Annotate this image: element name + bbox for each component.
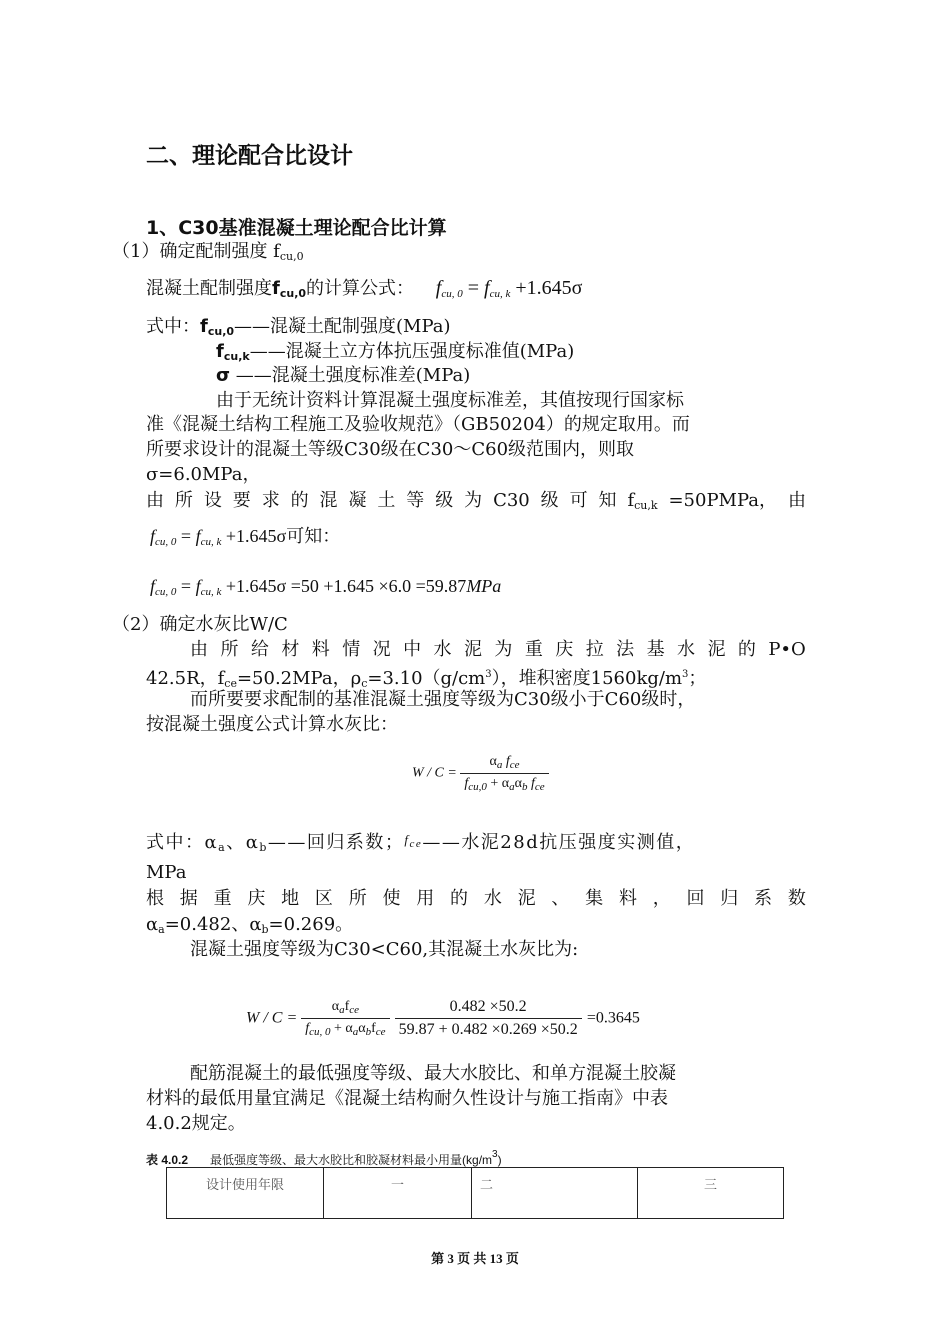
- where-line-4: [146, 828, 695, 860]
- para7-line-2: 材料的最低用量宜满足《混凝土结构耐久性设计与施工指南》中表: [146, 1088, 668, 1109]
- para5-word: 使: [382, 888, 401, 909]
- para3-word: 由: [190, 639, 208, 660]
- para2-word: 所: [174, 490, 193, 511]
- p3-sub1: ce: [224, 677, 237, 690]
- table-caption-end: ): [497, 1153, 502, 1167]
- formula-intro-sym: f: [272, 278, 280, 299]
- w4-dsub: ce: [409, 838, 423, 850]
- w4-d: f: [404, 832, 410, 847]
- where2-desc: ——混凝土立方体抗压强度标准值(MPa): [249, 341, 575, 362]
- para5-word: 回: [686, 888, 705, 909]
- para2-word: 等: [406, 490, 425, 511]
- para2-line: [146, 489, 806, 518]
- para2-word: 级: [540, 490, 559, 511]
- para5-word: 据: [179, 888, 198, 909]
- para3-word: 况: [372, 639, 391, 660]
- para3-word: 中: [403, 639, 422, 660]
- f2-eq: =: [176, 526, 196, 546]
- para7-line-3: 4.0.2规定。: [146, 1113, 246, 1134]
- wc-formula: [412, 754, 549, 793]
- formula-3: [150, 576, 501, 596]
- para5-word: ，: [652, 888, 671, 909]
- formula2-line: [150, 524, 340, 554]
- wcc-f1-den-d: f: [371, 1021, 376, 1036]
- f2-post: 可知：: [286, 526, 341, 547]
- formula-intro-line: [146, 276, 582, 306]
- para5-word: 根: [146, 888, 164, 909]
- f3-rest: +1.645σ =50 +1.645 ×6.0 =59.87: [221, 576, 467, 596]
- f1-r1: f: [484, 277, 490, 299]
- para5-word: 区: [314, 888, 333, 909]
- para2-word-sub: cu,k: [634, 499, 658, 512]
- para3-word: 水: [677, 639, 695, 660]
- para5-word: 泥: [517, 888, 536, 909]
- para2-word: 混: [319, 490, 338, 511]
- wc-den-bsub: a: [509, 781, 515, 793]
- section-heading: 1、C30基准混凝土理论配合比计算: [146, 217, 447, 239]
- para3-word: 重: [524, 639, 543, 660]
- wcc-f1-den-sub: cu, 0: [309, 1026, 331, 1038]
- wcc-f1-num-bsub: ce: [349, 1004, 360, 1016]
- formula-intro-post: 的计算公式：: [306, 278, 415, 299]
- table-header-cell: 三: [638, 1168, 784, 1219]
- para2-word: 要: [232, 490, 251, 511]
- formula-intro-pre: 混凝土配制强度: [146, 278, 272, 299]
- para2-word: 由: [787, 490, 806, 511]
- step1-heading: [112, 240, 304, 269]
- para2-word: 可: [569, 490, 588, 511]
- para3-word: 拉: [585, 639, 604, 660]
- table-caption: [146, 1149, 502, 1168]
- formula3-line: [150, 574, 501, 604]
- where3-desc: ——混凝土强度标准差(MPa): [230, 365, 471, 386]
- wcc-f1-den-b: + α: [330, 1021, 353, 1036]
- strength-table: [166, 1167, 784, 1219]
- wc-num-sub: a: [496, 759, 503, 771]
- wc-den-csub: b: [521, 781, 528, 793]
- wc-den-asub: cu,0: [468, 781, 487, 793]
- table-caption-text: 最低强度等级、最大水胶比和胶凝材料最小用量(kg/m: [210, 1153, 493, 1167]
- table-header-cell: 设计使用年限: [167, 1168, 324, 1219]
- para5-word: 所: [348, 888, 367, 909]
- table-caption-sup: 3: [492, 1149, 498, 1160]
- step2-heading: （2）确定水灰比W/C: [112, 614, 288, 635]
- wcc-f1-den-dsub: ce: [375, 1026, 386, 1038]
- w4-asub: a: [218, 841, 227, 854]
- where1-pre: 式中：: [146, 316, 200, 337]
- f3-unit: MPa: [466, 576, 502, 596]
- wcc-f1-num-b: f: [344, 999, 350, 1014]
- wc-num-fsub: ce: [509, 759, 520, 771]
- para2-word: 的: [290, 490, 309, 511]
- para2-word: 设: [203, 490, 222, 511]
- para5-line-1: [146, 887, 806, 911]
- page-title: 二、理论配合比设计: [146, 143, 353, 169]
- f1-rest: +1.645σ: [510, 277, 583, 299]
- para7-line-1: 配筋混凝土的最低强度等级、最大水胶比、和单方混凝土胶凝: [190, 1063, 676, 1084]
- wc-den-dsub: ce: [534, 781, 545, 793]
- f1-lhs-sub: cu, 0: [441, 288, 463, 300]
- para3-word: 材: [281, 639, 300, 660]
- para3-word: 情: [342, 639, 361, 660]
- w4-e: ——水泥28d抗压强度实测值，: [422, 832, 696, 853]
- wcc-f2-num: 0.482 ×50.2: [449, 998, 527, 1015]
- p5-sub1: a: [158, 923, 165, 936]
- w4-fce: [404, 832, 423, 850]
- wcc-f1-den-csub: b: [365, 1026, 372, 1038]
- para2-word: 求: [261, 490, 280, 511]
- w4-bsub: b: [259, 841, 268, 854]
- para1-line-1: 由于无统计资料计算混凝土强度标准差，其值按现行国家标: [216, 390, 684, 411]
- p3-sup1: 3: [485, 669, 492, 680]
- para3-word: 为: [494, 639, 513, 660]
- p3-sup2: 3: [682, 669, 689, 680]
- f1-lhs: f: [435, 277, 442, 299]
- wcc-f1-den-bsub: a: [352, 1026, 359, 1038]
- p5-b: =0.482、α: [164, 914, 262, 935]
- p5-sub2: b: [261, 923, 269, 936]
- where1-sub: cu,0: [207, 325, 235, 338]
- para6: 混凝土强度等级为C30<C60,其混凝土水灰比为:: [190, 939, 579, 960]
- para2-word: 级: [435, 490, 454, 511]
- p3-e: ；: [688, 668, 707, 689]
- para5-word: 水: [483, 888, 502, 909]
- wcc-f2-den: 59.87 + 0.482 ×0.269 ×50.2: [398, 1021, 578, 1038]
- para3-word: 给: [250, 639, 269, 660]
- p3-d: ），堆积密度1560kg/m: [491, 668, 683, 689]
- f2-rest: +1.645σ: [221, 526, 287, 546]
- where2-sym: f: [216, 341, 224, 362]
- wcc-f1-num-a: α: [331, 999, 340, 1014]
- f3-r1-sub: cu, k: [200, 586, 222, 598]
- para2-word-base: f: [627, 490, 635, 511]
- p3-a: 42.5R，f: [146, 668, 225, 689]
- para2-word: 凝: [348, 490, 367, 511]
- f2-lhs: f: [150, 526, 156, 546]
- para1-line-3: 所要求设计的混凝土等级C30级在C30～C60级范围内，则取: [146, 439, 635, 460]
- wc-den-d: f: [527, 776, 535, 791]
- para5-word: 料: [618, 888, 637, 909]
- para4-line-1: 而所要要求配制的基准混凝土强度等级为C30级小于C60级时，: [190, 689, 696, 710]
- w4-b: 、α: [226, 832, 260, 853]
- f3-r1: f: [195, 576, 201, 596]
- para1-line-4: σ=6.0MPa，: [146, 464, 261, 485]
- para2-word: 由: [146, 490, 164, 511]
- wcc-f1-den-a: f: [305, 1021, 310, 1036]
- w4-a: 式中：α: [146, 832, 219, 853]
- table-header-cell: 一: [324, 1168, 472, 1219]
- f1-eq: =: [462, 277, 484, 299]
- para3-word: 水: [433, 639, 452, 660]
- where3-sym: σ: [216, 365, 231, 386]
- formula-2: [150, 526, 286, 546]
- wc-den-b: + α: [486, 776, 510, 791]
- para5-word: 地: [281, 888, 300, 909]
- para3-word: 料: [311, 639, 330, 660]
- para3-word: 所: [220, 639, 239, 660]
- wcc-result: =0.3645: [586, 1009, 640, 1027]
- wc-den-c: α: [514, 776, 522, 791]
- wc-fraction: [460, 754, 548, 793]
- table-header-cell: 二: [472, 1168, 638, 1219]
- para3-word: P•O: [768, 639, 806, 660]
- para3-word: 庆: [555, 639, 574, 660]
- wcc-fraction-2: [395, 998, 582, 1039]
- para3-word: 泥: [463, 639, 482, 660]
- para2-word: C30: [493, 490, 530, 511]
- f2-r1: f: [195, 526, 201, 546]
- wcc-f1-num: [328, 999, 363, 1018]
- para3-word: 基: [646, 639, 665, 660]
- wc-numerator: [485, 754, 523, 773]
- para5-word: 、: [551, 888, 570, 909]
- para5-word: 重: [213, 888, 232, 909]
- where1-desc: ——混凝土配制强度(MPa): [234, 316, 451, 337]
- p5-c: =0.269。: [268, 914, 354, 935]
- para5-word: 系: [754, 888, 773, 909]
- p3-c: =3.10（g/cm: [367, 668, 486, 689]
- table-header-row: [167, 1168, 784, 1219]
- para2-word: =50PMPa，: [668, 490, 778, 511]
- table-caption-label: 表 4.0.2: [146, 1153, 189, 1167]
- para4-line-2: 按混凝土强度公式计算水灰比：: [146, 714, 398, 735]
- wcc-f1-den: [301, 1019, 389, 1038]
- wcc-f1-den-c: α: [358, 1021, 366, 1036]
- wc-denominator: [460, 774, 548, 793]
- para2-word: [627, 489, 657, 518]
- f3-lhs-sub: cu, 0: [155, 586, 177, 598]
- where2-sub: cu,k: [223, 350, 250, 363]
- page-footer: 第 3 页 共 13 页: [431, 1251, 519, 1266]
- wcc-fraction-1: [301, 999, 389, 1038]
- where1-sym: f: [200, 316, 208, 337]
- para2-word: 为: [464, 490, 483, 511]
- step1-sub: cu,0: [279, 250, 304, 263]
- para5-word: 数: [787, 888, 806, 909]
- para1-line-2: 准《混凝土结构工程施工及验收规范》（GB50204）的规定取用。而: [146, 414, 690, 435]
- f2-lhs-sub: cu, 0: [155, 536, 177, 548]
- where-line-4b: MPa: [146, 862, 187, 883]
- wcc-f1-num-sub: a: [339, 1004, 345, 1016]
- f3-lhs: f: [150, 576, 156, 596]
- p3-sub2: c: [361, 677, 368, 690]
- wc-num-f: f: [502, 754, 510, 769]
- para5-word: 的: [450, 888, 469, 909]
- para3-word: 法: [616, 639, 635, 660]
- step1-label: （1）确定配制强度 f: [112, 241, 280, 262]
- p3-b: =50.2MPa，ρ: [236, 668, 362, 689]
- para3-word: 的: [737, 639, 756, 660]
- f1-r1-sub: cu, k: [489, 288, 511, 300]
- p5-a: α: [146, 914, 159, 935]
- wc-den-a: f: [464, 776, 469, 791]
- w4-c: ——回归系数；: [267, 832, 405, 853]
- wc-num-a: α: [489, 754, 497, 769]
- wcc-lhs: W / C =: [246, 1009, 302, 1027]
- where-line-3: [216, 364, 470, 388]
- para2-word: 土: [377, 490, 396, 511]
- formula-strength: [436, 277, 583, 299]
- f3-eq: =: [176, 576, 196, 596]
- para3-line-1: [190, 638, 806, 662]
- formula-intro-sub: cu,0: [279, 287, 307, 300]
- f2-r1-sub: cu, k: [200, 536, 222, 548]
- wc-lhs: W / C =: [412, 765, 461, 781]
- para5-word: 归: [720, 888, 739, 909]
- wc-calc: [246, 998, 640, 1039]
- para5-word: 庆: [247, 888, 266, 909]
- para2-word: 知: [598, 490, 617, 511]
- para5-word: 用: [416, 888, 435, 909]
- para5-word: 集: [585, 888, 604, 909]
- para3-word: 泥: [707, 639, 726, 660]
